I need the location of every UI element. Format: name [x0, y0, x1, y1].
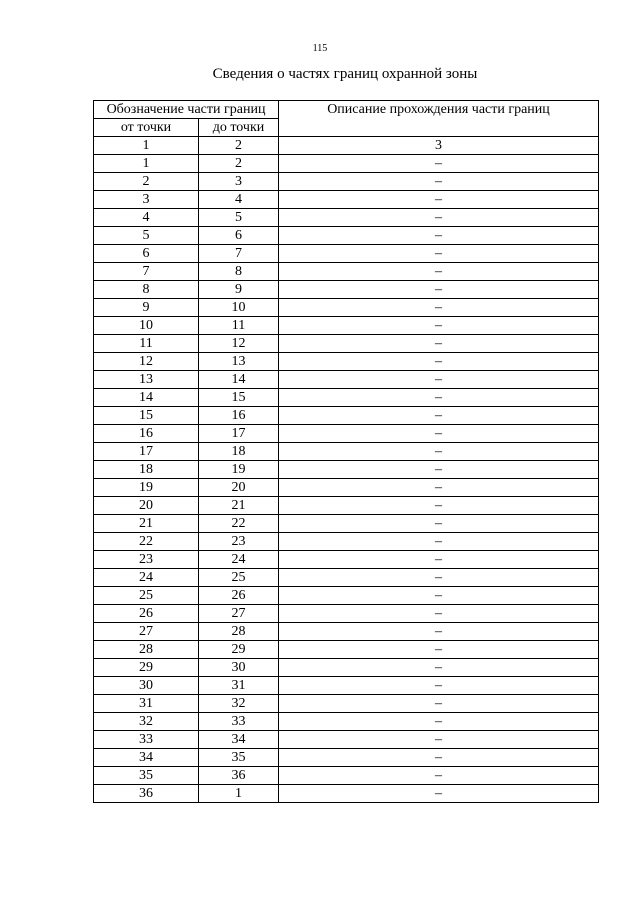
to-point-cell: 21 [199, 497, 279, 515]
to-point-cell: 19 [199, 461, 279, 479]
description-cell: – [279, 623, 599, 641]
description-cell: – [279, 299, 599, 317]
to-point-header: до точки [199, 119, 279, 137]
table-row [94, 767, 599, 785]
to-point-cell: 35 [199, 749, 279, 767]
to-point-cell: 13 [199, 353, 279, 371]
table-row [94, 713, 599, 731]
description-cell: – [279, 155, 599, 173]
description-cell: – [279, 767, 599, 785]
table-row [94, 281, 599, 299]
from-point-cell: 1 [94, 155, 199, 173]
to-point-cell: 31 [199, 677, 279, 695]
from-point-cell: 30 [94, 677, 199, 695]
description-cell: – [279, 533, 599, 551]
from-point-cell: 5 [94, 227, 199, 245]
from-point-cell: 31 [94, 695, 199, 713]
to-point-cell: 11 [199, 317, 279, 335]
from-point-cell: 8 [94, 281, 199, 299]
to-point-cell: 6 [199, 227, 279, 245]
to-point-cell: 10 [199, 299, 279, 317]
description-cell: – [279, 443, 599, 461]
from-point-cell: 25 [94, 587, 199, 605]
table-row [94, 299, 599, 317]
description-cell: – [279, 353, 599, 371]
table-row [94, 173, 599, 191]
description-header: Описание прохождения части границ [279, 101, 599, 137]
to-point-cell: 36 [199, 767, 279, 785]
table-row [94, 209, 599, 227]
to-point-cell: 27 [199, 605, 279, 623]
table-row [94, 245, 599, 263]
table-row [94, 515, 599, 533]
table-row [94, 479, 599, 497]
from-point-cell: 24 [94, 569, 199, 587]
description-cell: – [279, 227, 599, 245]
from-point-cell: 36 [94, 785, 199, 803]
to-point-cell: 28 [199, 623, 279, 641]
table-row [94, 749, 599, 767]
to-point-cell: 33 [199, 713, 279, 731]
description-cell: – [279, 407, 599, 425]
description-cell: – [279, 317, 599, 335]
description-cell: – [279, 335, 599, 353]
description-cell: – [279, 371, 599, 389]
description-cell: – [279, 479, 599, 497]
to-point-cell: 26 [199, 587, 279, 605]
description-cell: – [279, 785, 599, 803]
description-cell: – [279, 659, 599, 677]
table-row [94, 317, 599, 335]
table-row [94, 425, 599, 443]
table-row [94, 353, 599, 371]
from-point-cell: 28 [94, 641, 199, 659]
table-row [94, 785, 599, 803]
to-point-cell: 17 [199, 425, 279, 443]
to-point-cell: 23 [199, 533, 279, 551]
table-row [94, 461, 599, 479]
description-cell: – [279, 695, 599, 713]
boundary-part-designation-header: Обозначение части границ [94, 101, 279, 119]
table-row [94, 389, 599, 407]
table-row [94, 335, 599, 353]
description-cell: 3 [279, 137, 599, 155]
to-point-cell: 20 [199, 479, 279, 497]
table-row [94, 137, 599, 155]
description-cell: – [279, 191, 599, 209]
to-point-cell: 1 [199, 785, 279, 803]
table-row [94, 155, 599, 173]
to-point-cell: 5 [199, 209, 279, 227]
to-point-cell: 32 [199, 695, 279, 713]
table-row [94, 605, 599, 623]
table-row [94, 641, 599, 659]
from-point-cell: 16 [94, 425, 199, 443]
from-point-cell: 18 [94, 461, 199, 479]
table-row [94, 731, 599, 749]
table-row [94, 623, 599, 641]
document-title: Сведения о частях границ охранной зоны [212, 66, 478, 82]
from-point-cell: 6 [94, 245, 199, 263]
from-point-cell: 7 [94, 263, 199, 281]
to-point-cell: 3 [199, 173, 279, 191]
description-cell: – [279, 497, 599, 515]
table-row [94, 227, 599, 245]
from-point-cell: 23 [94, 551, 199, 569]
description-cell: – [279, 749, 599, 767]
to-point-cell: 29 [199, 641, 279, 659]
to-point-cell: 22 [199, 515, 279, 533]
to-point-cell: 16 [199, 407, 279, 425]
table-body [94, 137, 599, 803]
from-point-cell: 10 [94, 317, 199, 335]
table-row [94, 587, 599, 605]
description-cell: – [279, 551, 599, 569]
to-point-cell: 8 [199, 263, 279, 281]
from-point-cell: 34 [94, 749, 199, 767]
to-point-cell: 24 [199, 551, 279, 569]
to-point-cell: 18 [199, 443, 279, 461]
from-point-cell: 32 [94, 713, 199, 731]
description-cell: – [279, 461, 599, 479]
to-point-cell: 25 [199, 569, 279, 587]
description-cell: – [279, 713, 599, 731]
table-row [94, 407, 599, 425]
table-row [94, 371, 599, 389]
table-row [94, 533, 599, 551]
from-point-cell: 35 [94, 767, 199, 785]
description-cell: – [279, 425, 599, 443]
table-row [94, 443, 599, 461]
to-point-cell: 12 [199, 335, 279, 353]
table-row [94, 695, 599, 713]
table-row [94, 551, 599, 569]
from-point-cell: 11 [94, 335, 199, 353]
from-point-cell: 9 [94, 299, 199, 317]
from-point-cell: 33 [94, 731, 199, 749]
from-point-cell: 19 [94, 479, 199, 497]
page-number: 115 [312, 43, 328, 54]
description-cell: – [279, 731, 599, 749]
from-point-cell: 17 [94, 443, 199, 461]
description-cell: – [279, 677, 599, 695]
to-point-cell: 2 [199, 155, 279, 173]
description-cell: – [279, 515, 599, 533]
to-point-cell: 2 [199, 137, 279, 155]
from-point-cell: 29 [94, 659, 199, 677]
description-cell: – [279, 209, 599, 227]
description-cell: – [279, 587, 599, 605]
from-point-cell: 26 [94, 605, 199, 623]
from-point-header: от точки [94, 119, 199, 137]
description-cell: – [279, 281, 599, 299]
from-point-cell: 14 [94, 389, 199, 407]
description-cell: – [279, 605, 599, 623]
table-row [94, 659, 599, 677]
table-header-row [94, 101, 599, 119]
to-point-cell: 7 [199, 245, 279, 263]
boundary-parts-table [93, 100, 599, 803]
from-point-cell: 21 [94, 515, 199, 533]
description-cell: – [279, 245, 599, 263]
table-row [94, 191, 599, 209]
to-point-cell: 15 [199, 389, 279, 407]
from-point-cell: 3 [94, 191, 199, 209]
from-point-cell: 15 [94, 407, 199, 425]
to-point-cell: 9 [199, 281, 279, 299]
from-point-cell: 27 [94, 623, 199, 641]
from-point-cell: 12 [94, 353, 199, 371]
description-cell: – [279, 173, 599, 191]
table-row [94, 497, 599, 515]
to-point-cell: 4 [199, 191, 279, 209]
from-point-cell: 20 [94, 497, 199, 515]
from-point-cell: 22 [94, 533, 199, 551]
table-row [94, 569, 599, 587]
description-cell: – [279, 569, 599, 587]
description-cell: – [279, 641, 599, 659]
from-point-cell: 1 [94, 137, 199, 155]
from-point-cell: 4 [94, 209, 199, 227]
table-row [94, 677, 599, 695]
from-point-cell: 2 [94, 173, 199, 191]
to-point-cell: 34 [199, 731, 279, 749]
description-cell: – [279, 389, 599, 407]
description-cell: – [279, 263, 599, 281]
from-point-cell: 13 [94, 371, 199, 389]
to-point-cell: 30 [199, 659, 279, 677]
table-row [94, 263, 599, 281]
to-point-cell: 14 [199, 371, 279, 389]
